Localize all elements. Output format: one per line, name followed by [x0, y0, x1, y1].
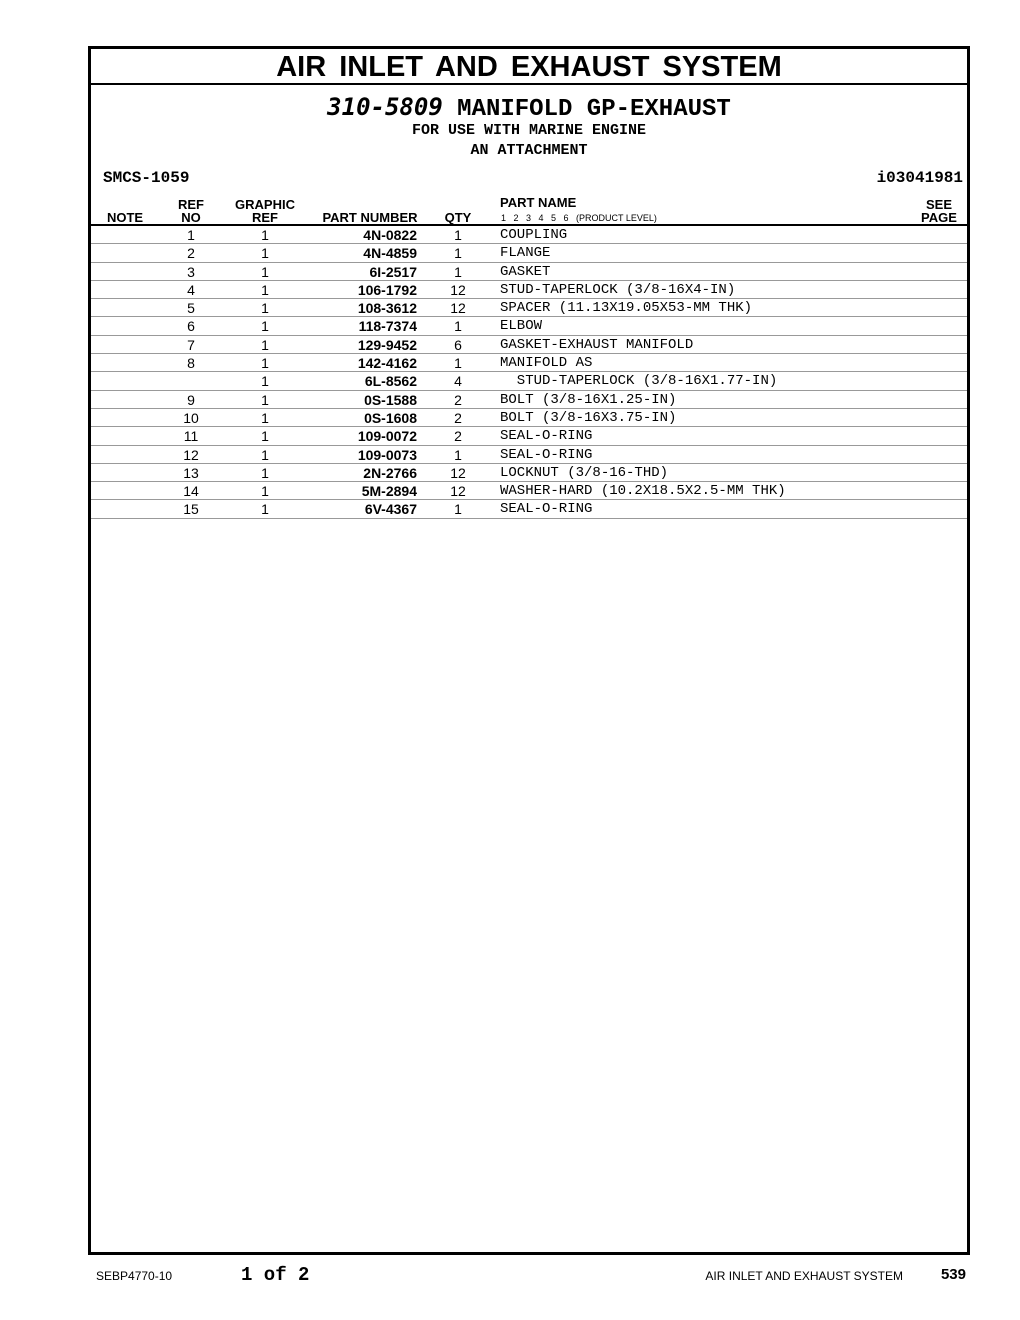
document-identifier: i03041981 — [876, 169, 963, 187]
part-number: 6I-2517 — [369, 263, 417, 280]
qty: 12 — [450, 483, 466, 500]
part-number: 109-0072 — [357, 428, 417, 445]
qty: 1 — [454, 227, 462, 243]
qty: 12 — [450, 281, 466, 298]
ref-no: 8 — [187, 355, 195, 372]
footer-page-of: 1 of 2 — [241, 1264, 310, 1286]
col-graphic-bottom: REF — [252, 210, 278, 225]
graphic-ref: 1 — [261, 483, 269, 500]
qty: 2 — [454, 409, 462, 426]
ref-no: 1 — [187, 227, 195, 243]
ref-no: 13 — [183, 464, 199, 481]
graphic-ref: 1 — [261, 300, 269, 317]
table-row — [91, 446, 967, 464]
qty: 1 — [454, 355, 462, 372]
qty: 1 — [454, 318, 462, 335]
column-header-row — [91, 196, 967, 226]
table-row — [91, 372, 967, 390]
part-name: LOCKNUT (3/8-16-THD) — [500, 464, 669, 481]
part-number: 118-7374 — [358, 318, 417, 335]
assembly-heading — [91, 93, 967, 124]
table-row — [91, 391, 967, 409]
qty: 6 — [454, 336, 462, 353]
graphic-ref: 1 — [261, 501, 269, 518]
part-name: FLANGE — [500, 245, 551, 262]
part-number: 0S-1608 — [364, 409, 417, 426]
part-name: WASHER-HARD (10.2X18.5X2.5-MM THK) — [500, 483, 786, 500]
col-see-bottom: PAGE — [921, 210, 957, 225]
assembly-name: MANIFOLD GP-EXHAUST — [457, 96, 731, 123]
table-row — [91, 354, 967, 372]
page-title: AIR INLET AND EXHAUST SYSTEM — [91, 49, 967, 85]
table-row — [91, 317, 967, 335]
table-row — [91, 226, 967, 244]
graphic-ref: 1 — [261, 227, 269, 243]
part-name: ELBOW — [500, 318, 543, 335]
part-name: STUD-TAPERLOCK (3/8-16X1.77-IN) — [500, 373, 778, 390]
qty: 1 — [454, 245, 462, 262]
smcs-code: SMCS-1059 — [103, 169, 190, 187]
ref-no: 15 — [183, 501, 199, 518]
footer-page-number: 539 — [940, 1266, 966, 1283]
col-part-number: PART NUMBER — [322, 210, 418, 225]
graphic-ref: 1 — [261, 373, 269, 390]
part-number: 109-0073 — [357, 446, 417, 463]
graphic-ref: 1 — [261, 428, 269, 445]
part-name: BOLT (3/8-16X3.75-IN) — [500, 409, 677, 426]
part-name: GASKET-EXHAUST MANIFOLD — [500, 336, 694, 353]
part-number: 129-9452 — [357, 336, 417, 353]
part-name: SEAL-O-RING — [500, 501, 593, 518]
ref-no: 11 — [183, 428, 199, 445]
part-number: 6L-8562 — [364, 373, 417, 390]
parts-table — [91, 226, 967, 519]
part-number: 106-1792 — [357, 281, 417, 298]
table-row — [91, 427, 967, 445]
ref-no: 14 — [183, 483, 199, 500]
graphic-ref: 1 — [261, 263, 269, 280]
table-row — [91, 336, 967, 354]
table-row — [91, 464, 967, 482]
part-name: SEAL-O-RING — [500, 428, 593, 445]
part-number: 142-4162 — [357, 355, 417, 372]
graphic-ref: 1 — [261, 281, 269, 298]
part-number: 108-3612 — [357, 300, 417, 317]
col-see-top: SEE — [925, 197, 952, 212]
part-name: SEAL-O-RING — [500, 446, 593, 463]
ref-no: 12 — [183, 446, 199, 463]
part-name: COUPLING — [500, 227, 568, 243]
table-row — [91, 263, 967, 281]
qty: 12 — [450, 300, 466, 317]
qty: 1 — [454, 446, 462, 463]
part-name: GASKET — [500, 263, 551, 280]
graphic-ref: 1 — [261, 446, 269, 463]
part-name: STUD-TAPERLOCK (3/8-16X4-IN) — [500, 281, 736, 298]
part-number: 0S-1588 — [364, 391, 417, 408]
graphic-ref: 1 — [261, 391, 269, 408]
ref-no: 7 — [187, 336, 195, 353]
ref-no: 5 — [187, 300, 195, 317]
table-row — [91, 299, 967, 317]
col-ref-bottom: NO — [181, 210, 201, 225]
part-name: BOLT (3/8-16X1.25-IN) — [500, 391, 677, 408]
assembly-part-number: 310-5809 — [327, 93, 443, 121]
product-level-legend: 1 2 3 4 5 6 (PRODUCT LEVEL) — [501, 213, 657, 223]
table-row — [91, 482, 967, 500]
graphic-ref: 1 — [261, 464, 269, 481]
graphic-ref: 1 — [261, 318, 269, 335]
qty: 2 — [454, 428, 462, 445]
qty: 12 — [450, 464, 466, 481]
ref-no: 9 — [187, 391, 195, 408]
graphic-ref: 1 — [261, 336, 269, 353]
footer-section: AIR INLET AND EXHAUST SYSTEM — [705, 1269, 903, 1283]
usage-line-1: FOR USE WITH MARINE ENGINE — [411, 122, 647, 139]
col-part-name: PART NAME — [500, 195, 577, 210]
part-number: 4N-0822 — [363, 227, 417, 243]
qty: 4 — [454, 373, 462, 390]
part-name: SPACER (11.13X19.05X53-MM THK) — [500, 300, 753, 317]
document-frame — [88, 46, 970, 1255]
footer-doc-number: SEBP4770-10 — [96, 1269, 173, 1283]
part-name: MANIFOLD AS — [500, 355, 593, 372]
part-number: 6V-4367 — [364, 501, 417, 518]
col-qty: QTY — [444, 210, 472, 225]
col-note: NOTE — [106, 210, 144, 225]
table-row — [91, 244, 967, 262]
ref-no: 4 — [187, 281, 195, 298]
ref-no: 6 — [187, 318, 195, 335]
qty: 2 — [454, 391, 462, 408]
table-row — [91, 281, 967, 299]
table-row — [91, 500, 967, 518]
part-number: 5M-2894 — [361, 483, 417, 500]
usage-line-2: AN ATTACHMENT — [470, 142, 588, 159]
ref-no: 10 — [183, 409, 199, 426]
ref-no: 2 — [187, 245, 195, 262]
graphic-ref: 1 — [261, 355, 269, 372]
qty: 1 — [454, 501, 462, 518]
col-graphic-top: GRAPHIC — [235, 197, 295, 212]
graphic-ref: 1 — [261, 245, 269, 262]
ref-no: 3 — [187, 263, 195, 280]
graphic-ref: 1 — [261, 409, 269, 426]
part-number: 4N-4859 — [363, 245, 417, 262]
col-ref-top: REF — [178, 197, 204, 212]
qty: 1 — [454, 263, 462, 280]
part-number: 2N-2766 — [363, 464, 417, 481]
table-row — [91, 409, 967, 427]
